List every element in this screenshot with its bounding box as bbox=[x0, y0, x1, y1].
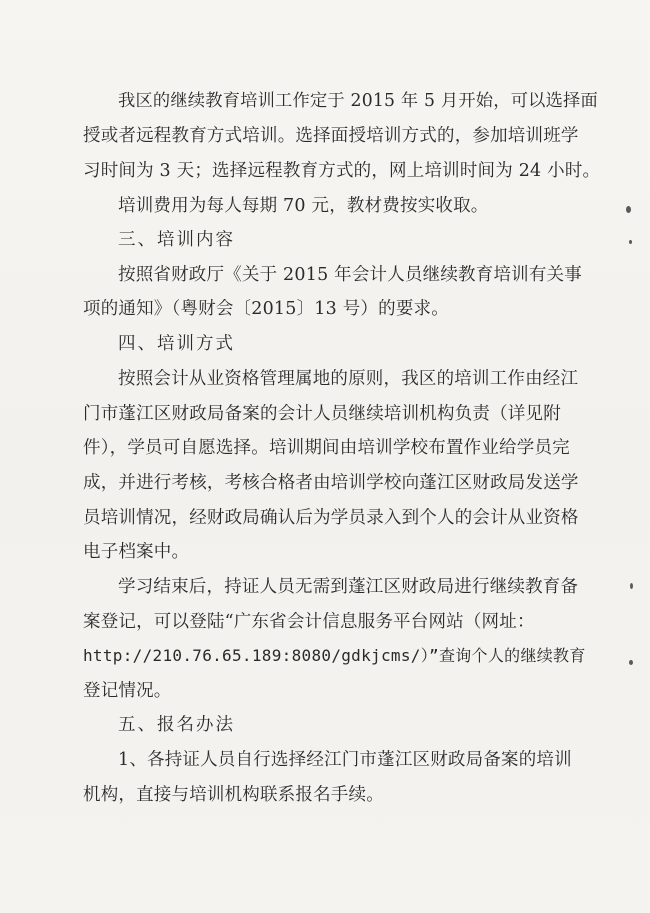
paragraph-3-line-1: 按照省财政厅《关于 2015 年会计人员继续教育培训有关事 bbox=[118, 265, 582, 285]
paragraph-3-line-2: 项的通知》（粤财会〔2015〕13 号）的要求。 bbox=[83, 299, 449, 319]
paragraph-4-line-2: 门市蓬江区财政局备案的会计人员继续培训机构负责（详见附 bbox=[83, 404, 561, 424]
paragraph-6-line-2: 机构，直接与培训机构联系报名手续。 bbox=[83, 785, 384, 805]
scan-speck bbox=[630, 583, 633, 589]
section-heading-5: 五、报名办法 bbox=[118, 715, 235, 735]
scan-speck bbox=[629, 240, 632, 244]
paragraph-1-line-1: 我区的继续教育培训工作定于 2015 年 5 月开始，可以选择面 bbox=[118, 91, 598, 111]
paragraph-5-line-4: 登记情况。 bbox=[83, 681, 172, 701]
paragraph-4-line-3: 件），学员可自愿选择。培训期间由培训学校布置作业给学员完 bbox=[83, 438, 570, 458]
paragraph-1-line-2: 授或者远程教育方式培训。选择面授培训方式的，参加培训班学 bbox=[83, 126, 579, 146]
section-heading-4: 四、培训方式 bbox=[118, 334, 235, 354]
paragraph-2-line-1: 培训费用为每人每期 70 元，教材费按实收取。 bbox=[118, 196, 489, 216]
paragraph-4-line-5: 员培训情况，经财政局确认后为学员录入到个人的会计从业资格 bbox=[83, 508, 579, 528]
section-heading-3: 三、培训内容 bbox=[118, 230, 235, 250]
paragraph-1-line-3: 习时间为 3 天；选择远程教育方式的，网上培训时间为 24 小时。 bbox=[83, 161, 601, 181]
paragraph-6-line-1: 1、各持证人员自行选择经江门市蓬江区财政局备案的培训 bbox=[118, 750, 572, 770]
scan-speck bbox=[629, 660, 633, 665]
scan-speck bbox=[626, 206, 631, 213]
paragraph-4-line-1: 按照会计从业资格管理属地的原则，我区的培训工作由经江 bbox=[118, 369, 579, 389]
paragraph-5-line-1: 学习结束后，持证人员无需到蓬江区财政局进行继续教育备 bbox=[118, 577, 579, 597]
paragraph-4-line-6: 电子档案中。 bbox=[83, 542, 190, 562]
paragraph-5-line-3: http://210.76.65.189:8080/gdkjcms/）”查询个人的继续教育 bbox=[83, 646, 586, 665]
paragraph-4-line-4: 成，并进行考核，考核合格者由培训学校向蓬江区财政局发送学 bbox=[83, 473, 579, 493]
paragraph-5-line-2: 案登记，可以登陆“广东省会计信息服务平台网站（网址： bbox=[83, 612, 535, 632]
